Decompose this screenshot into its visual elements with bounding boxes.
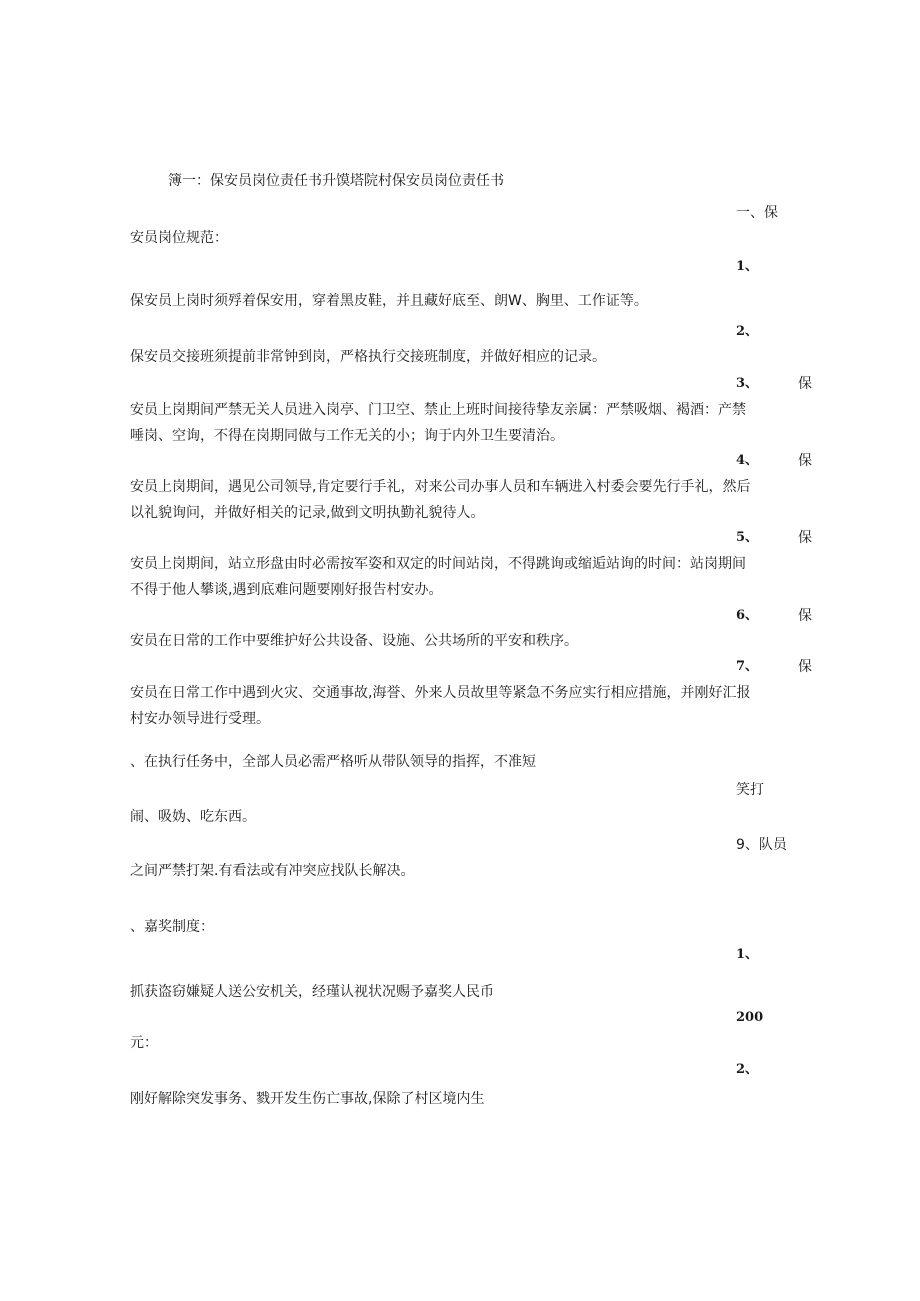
- section1-heading-right: 一、保: [736, 205, 778, 221]
- item-number: 9、队员: [736, 837, 787, 853]
- item-text: 安员上岗期间严禁无关人员进入岗亭、门卫空、禁止上班时间接待挚友亲属：严禁吸烟、褐酒：产禁: [130, 402, 746, 418]
- item-text: 、在执行任务中，全部人员必需严格听从带队领导的指挥，不准短: [130, 754, 536, 770]
- item-number: 2、: [736, 324, 759, 339]
- item-text: 闹、吸妫、吃东西。: [130, 809, 256, 825]
- item-number: 5、: [736, 530, 759, 545]
- section2-heading: 、嘉奖制度：: [130, 919, 214, 935]
- item-tail: 保: [798, 530, 812, 546]
- item-number: 3、: [736, 376, 759, 391]
- item-number: 1、: [736, 259, 759, 274]
- item-text: 安员在日常工作中遇到火灾、交通事故,海誉、外来人员故里等紧急不务应实行相应措施，并刚好汇报: [130, 685, 751, 701]
- item-text: 村安办领导进行受理。: [130, 711, 270, 727]
- reward-amount: 200: [736, 1010, 764, 1025]
- item-text: 安员上岗期间，遇见公司领导,肯定要行手礼，对来公司办事人员和车辆进入村委会要先行手礼，然后: [130, 479, 751, 495]
- item-text: 不得于他人攀谈,遇到底难问题要刚好报告村安办。: [130, 582, 443, 598]
- item-text: 保安员交接班须提前非常钟到岗，严格执行交接班制度，并做好相应的记录。: [130, 349, 606, 365]
- item-text: 刚好解除突发事务、戮开发生伤亡事故,保除了村区境内生: [130, 1091, 485, 1107]
- item-text: 之间严禁打架.有看法或有冲突应找队长解决。: [130, 863, 415, 879]
- item-text: 唾岗、空询，不得在岗期同做与工作无关的小；询于内外卫生要清治。: [130, 428, 564, 444]
- item-text: 元：: [130, 1035, 158, 1051]
- item-number: 4、: [736, 453, 759, 468]
- item-text: 抓获盗窃嫌疑人送公安机关，经瑾认视状况赐予嘉奖人民币: [130, 984, 494, 1000]
- item-number: 2、: [736, 1062, 759, 1077]
- item-tail: 保: [798, 376, 812, 392]
- item-text: 保安员上岗时须殍着保安用，穿着黑皮鞋，并且藏好底至、朗W、胸里、工作证等。: [130, 293, 648, 309]
- item-text: 安员上岗期间，站立形盘由时必需按军姿和双定的时间站岗，不得跳询或缩逅站询的时间：站岗期间: [130, 556, 746, 572]
- item-tail: 保: [798, 608, 812, 624]
- section1-heading: 安员岗位规范：: [130, 230, 228, 246]
- item-text: 安员在日常的工作中要维护好公共设备、设施、公共场所的平安和秩序。: [130, 633, 578, 649]
- item-number: 6、: [736, 608, 759, 623]
- item-tail: 笑打: [736, 782, 764, 798]
- document-title: 簿一：保安员岗位责任书升馍塔院村保安员岗位责任书: [168, 173, 504, 189]
- item-text: 以礼貌询问，并做好相关的记录,做到文明执勤礼貌待人。: [130, 505, 485, 521]
- item-tail: 保: [798, 659, 812, 675]
- item-tail: 保: [798, 453, 812, 469]
- item-number: 7、: [736, 659, 759, 674]
- item-number: 1、: [736, 947, 759, 962]
